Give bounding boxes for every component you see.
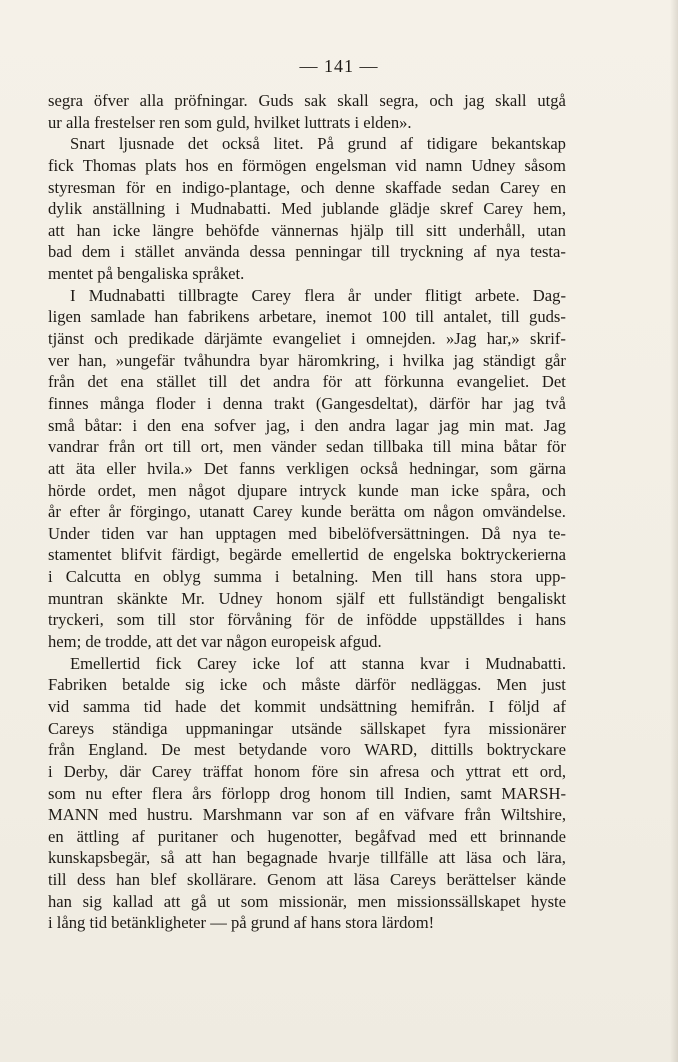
text-line: bad dem i stället använda dessa penningar till tryckning af nya testa- (48, 242, 566, 262)
text-line: hörde ordet, men något djupare intryck kunde man icke spåra, och (48, 480, 566, 500)
text-line: styresman för en indigo-plantage, och denne skaffade sedan Carey en (48, 177, 566, 197)
text-line: vid samma tid hade det kommit undsättning hemifrån. I följd af (48, 696, 566, 716)
text-line: som nu efter flera års förlopp drog honom till Indien, samt MARSH- (48, 783, 566, 803)
text-line: vandrar från ort till ort, men vänder sedan tillbaka till mina båtar för (48, 437, 566, 457)
text-line: till dess han blef skollärare. Genom att läsa Careys berättelser kände (48, 870, 566, 890)
text-line: år efter år förgingo, utanatt Carey kunde berätta om någon omvändelse. (48, 502, 566, 522)
text-line: hem; de trodde, att det var någon europeisk afgud. (48, 632, 382, 652)
text-line: små båtar: i den ena sofver jag, i den andra lagar jag min mat. Jag (48, 415, 566, 435)
text-line: muntran skänkte Mr. Udney honom själf ett fullständigt bengaliskt (48, 588, 566, 608)
text-line: från det ena stället till det andra för att förkunna evangeliet. Det (48, 372, 566, 392)
text-line: segra öfver alla pröfningar. Guds sak skall segra, och jag skall utgå (48, 91, 566, 110)
text-line: Snart ljusnade det också litet. På grund af tidigare bekantskap (70, 134, 566, 154)
text-line: Emellertid fick Carey icke lof att stanna kvar i Mudnabatti. (70, 653, 566, 673)
text-line: i Calcutta en oblyg summa i betalning. Men till hans stora upp- (48, 567, 566, 587)
text-line: finnes många floder i denna trakt (Gangesdeltat), därför har jag två (48, 393, 566, 413)
text-line: att han icke längre behöfde vännernas hjälp till sitt underhåll, utan (48, 220, 566, 240)
text-line: MANN med hustru. Marshmann var son af en väfvare från Wiltshire, (48, 805, 566, 825)
text-line: ver han, »ungefär tvåhundra byar häromkring, i hvilka jag ständigt går (48, 350, 566, 370)
text-line: att äta eller hvila.» Det fanns verkligen också hedningar, som gärna (48, 458, 566, 478)
text-line: i lång tid betänkligheter — på grund af hans stora lärdom! (48, 913, 435, 933)
text-line: I Mudnabatti tillbragte Carey flera år under flitigt arbete. Dag- (70, 285, 566, 305)
text-line: mentet på bengaliska språket. (48, 264, 245, 284)
page-edge-shadow (670, 0, 678, 1062)
text-line: kunskapsbegär, så att han begagnade hvarje tillfälle att läsa och lära, (48, 848, 566, 868)
text-line: stamentet blifvit färdigt, begärde emellertid de engelska boktryckerierna (48, 545, 566, 565)
text-line: från England. De mest betydande voro WARD, dittills boktryckare (48, 740, 566, 760)
text-line: en ättling af puritaner och hugenotter, begåfvad med ett brinnande (48, 826, 566, 846)
text-line: i Derby, där Carey träffat honom före sin afresa och yttrat ett ord, (48, 761, 566, 781)
text-line: Under tiden var han upptagen med bibelöfversättningen. Då nya te- (48, 523, 566, 543)
text-line: dylik anställning i Mudnabatti. Med jublande glädje skref Carey hem, (48, 199, 566, 219)
text-line: fick Thomas plats hos en förmögen engelsman vid namn Udney såsom (48, 155, 566, 175)
text-line: han sig kallad att gå ut som missionär, men missionssällskapet hyste (48, 891, 566, 911)
text-line: Fabriken betalde sig icke och måste därför nedläggas. Men just (48, 675, 566, 695)
page-number: — 141 — (299, 56, 379, 76)
text-line: ligen samlade han fabrikens arbetare, inemot 100 till antalet, till guds- (48, 307, 566, 327)
text-line: ur alla frestelser ren som guld, hvilket luttrats i elden». (48, 112, 412, 132)
text-line: tjänst och predikade därjämte evangeliet i omnejden. »Jag har,» skrif- (48, 329, 566, 349)
body-text (48, 90, 566, 934)
text-line: Careys ständiga uppmaningar utsände sällskapet fyra missionärer (48, 718, 566, 738)
text-line: tryckeri, som till stor förvåning för de infödde uppställdes i hans (48, 610, 566, 630)
